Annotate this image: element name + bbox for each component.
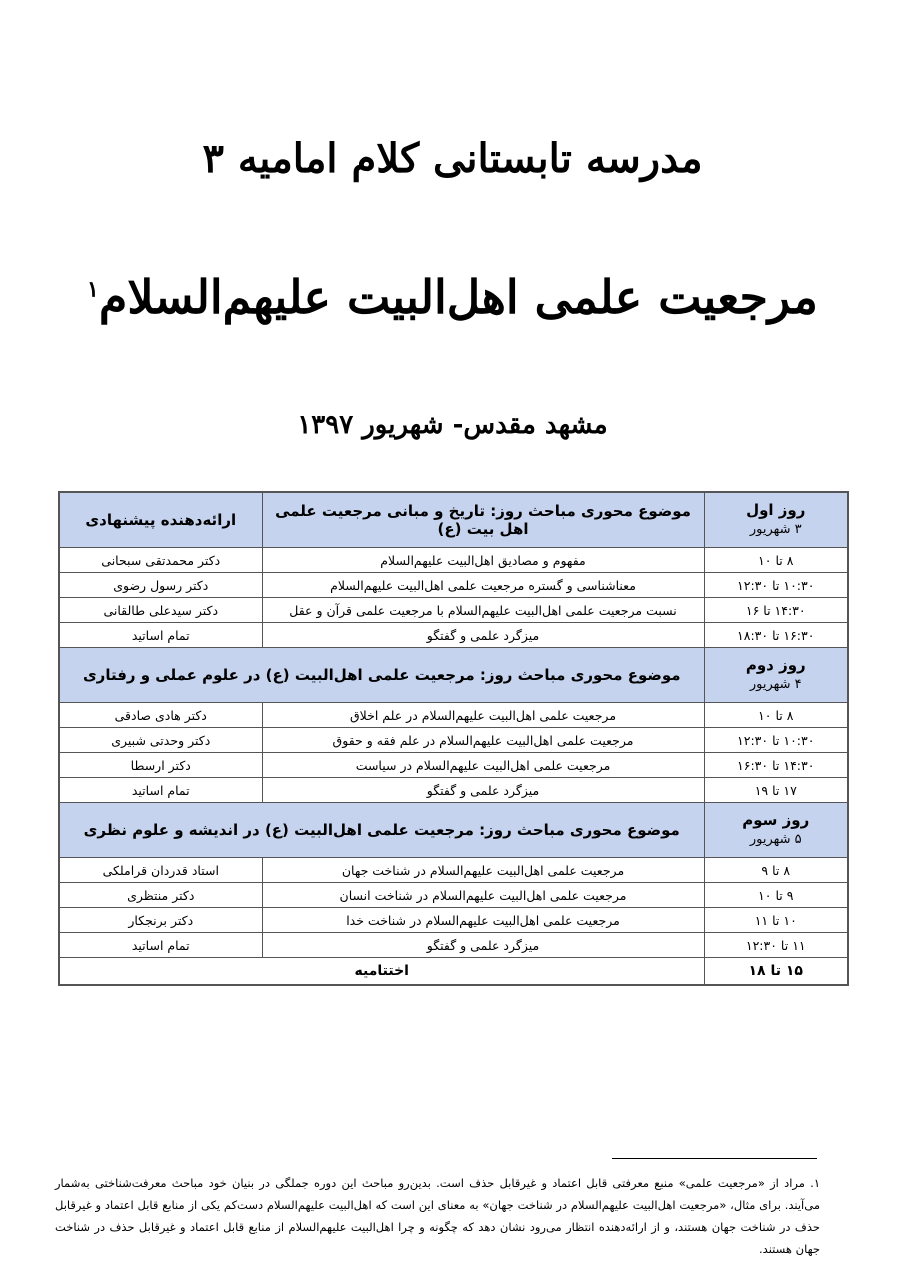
session-time: ۸ تا ۱۰ <box>704 548 848 573</box>
session-presenter: تمام اساتید <box>59 623 262 648</box>
session-time: ۱۶:۳۰ تا ۱۸:۳۰ <box>704 623 848 648</box>
day-header-row <box>59 492 848 548</box>
session-time: ۱۷ تا ۱۹ <box>704 778 848 803</box>
table-row <box>59 728 848 753</box>
day-label: روز سوم <box>742 811 810 829</box>
session-time: ۱۰ تا ۱۱ <box>704 908 848 933</box>
main-title-text: مرجعیت علمی اهل‌البیت علیهم‌السلام <box>98 270 818 324</box>
day-label: روز دوم <box>745 656 806 674</box>
closing-label: اختتامیه <box>59 958 704 986</box>
day-cell <box>704 803 848 858</box>
table-row <box>59 908 848 933</box>
session-time: ۱۰:۳۰ تا ۱۲:۳۰ <box>704 573 848 598</box>
day-topic: موضوع محوری مباحث روز: مرجعیت علمی اهل‌البیت (ع) در علوم عملی و رفتاری <box>59 648 704 703</box>
session-presenter: دکتر رسول رضوی <box>59 573 262 598</box>
day-label: روز اول <box>746 501 806 519</box>
session-subject: مرجعیت علمی اهل‌البیت علیهم‌السلام در شناخت خدا <box>262 908 704 933</box>
session-subject: مفهوم و مصادیق اهل‌البیت علیهم‌السلام <box>262 548 704 573</box>
session-time: ۸ تا ۹ <box>704 858 848 883</box>
session-time: ۸ تا ۱۰ <box>704 703 848 728</box>
school-title: مدرسه تابستانی کلام امامیه ۳ <box>202 135 703 182</box>
presenter-header: ارائه‌دهنده پیشنهادی <box>59 492 262 548</box>
session-subject: مرجعیت علمی اهل‌البیت علیهم‌السلام در شناخت انسان <box>262 883 704 908</box>
session-presenter: دکتر برنجکار <box>59 908 262 933</box>
footnote-divider <box>612 1158 817 1159</box>
closing-row <box>59 958 848 986</box>
session-presenter: دکتر منتظری <box>59 883 262 908</box>
schedule-table <box>58 491 849 986</box>
day-date: ۴ شهریور <box>749 677 802 692</box>
session-presenter: دکتر محمدتقی سبحانی <box>59 548 262 573</box>
session-subject: میزگرد علمی و گفتگو <box>262 933 704 958</box>
table-row <box>59 623 848 648</box>
table-row <box>59 573 848 598</box>
session-presenter: دکتر هادی صادقی <box>59 703 262 728</box>
closing-time: ۱۵ تا ۱۸ <box>704 958 848 986</box>
session-presenter: تمام اساتید <box>59 778 262 803</box>
session-subject: میزگرد علمی و گفتگو <box>262 778 704 803</box>
session-subject: نسبت مرجعیت علمی اهل‌البیت علیهم‌السلام با مرجعیت علمی قرآن و عقل <box>262 598 704 623</box>
session-subject: مرجعیت علمی اهل‌البیت علیهم‌السلام در علم فقه و حقوق <box>262 728 704 753</box>
session-presenter: دکتر سیدعلی طالقانی <box>59 598 262 623</box>
table-row <box>59 703 848 728</box>
session-subject: میزگرد علمی و گفتگو <box>262 623 704 648</box>
session-presenter: تمام اساتید <box>59 933 262 958</box>
day-cell <box>704 492 848 548</box>
footnote-text: ۱. مراد از «مرجعیت علمی» منبع معرفتی قابل اعتماد و غیرقابل حذف است. بدین‌رو مباحث این دوره جملگی در بنیان خود مباحث معرفت‌شناختی به‌شمار می‌آیند. برای مثال، «مرجعیت اهل‌البیت علیهم‌السلام در شناخت جهان» به معنای این است که اهل‌البیت علیهم‌السلام دست‌کم یکی از منابع قابل اعتماد و غیرقابل حذف در شناخت جهان هستند، و از ارائه‌دهنده انتظار می‌رود نشان دهد که چگونه و چرا اهل‌البیت علیهم‌السلام از منابع قابل اعتماد و غیرقابل حذف در شناخت جهان هستند. <box>55 1176 820 1256</box>
session-presenter: دکتر ارسطا <box>59 753 262 778</box>
place-date: مشهد مقدس- شهریور ۱۳۹۷ <box>297 410 608 440</box>
table-row <box>59 933 848 958</box>
session-time: ۹ تا ۱۰ <box>704 883 848 908</box>
table-row <box>59 858 848 883</box>
session-subject: مرجعیت علمی اهل‌البیت علیهم‌السلام در شناخت جهان <box>262 858 704 883</box>
session-presenter: دکتر وحدتی شبیری <box>59 728 262 753</box>
table-row <box>59 883 848 908</box>
day-cell <box>704 648 848 703</box>
table-row <box>59 778 848 803</box>
session-presenter: استاد قدردان قراملکی <box>59 858 262 883</box>
day-topic: موضوع محوری مباحث روز: مرجعیت علمی اهل‌البیت (ع) در اندیشه و علوم نظری <box>59 803 704 858</box>
day-header-row <box>59 648 848 703</box>
session-time: ۱۱ تا ۱۲:۳۰ <box>704 933 848 958</box>
session-subject: معناشناسی و گستره مرجعیت علمی اهل‌البیت علیهم‌السلام <box>262 573 704 598</box>
session-time: ۱۰:۳۰ تا ۱۲:۳۰ <box>704 728 848 753</box>
session-time: ۱۴:۳۰ تا ۱۶:۳۰ <box>704 753 848 778</box>
day-date: ۳ شهریور <box>749 522 802 537</box>
day-topic: موضوع محوری مباحث روز: تاریخ و مبانی مرجعیت علمی اهل بیت (ع) <box>262 492 704 548</box>
main-title <box>0 270 905 324</box>
table-row <box>59 598 848 623</box>
session-subject: مرجعیت علمی اهل‌البیت علیهم‌السلام در علم اخلاق <box>262 703 704 728</box>
session-subject: مرجعیت علمی اهل‌البیت علیهم‌السلام در سیاست <box>262 753 704 778</box>
table-row <box>59 753 848 778</box>
footnote-mark: ۱ <box>87 276 99 303</box>
table-row <box>59 548 848 573</box>
session-time: ۱۴:۳۰ تا ۱۶ <box>704 598 848 623</box>
day-header-row <box>59 803 848 858</box>
day-date: ۵ شهریور <box>749 832 802 847</box>
